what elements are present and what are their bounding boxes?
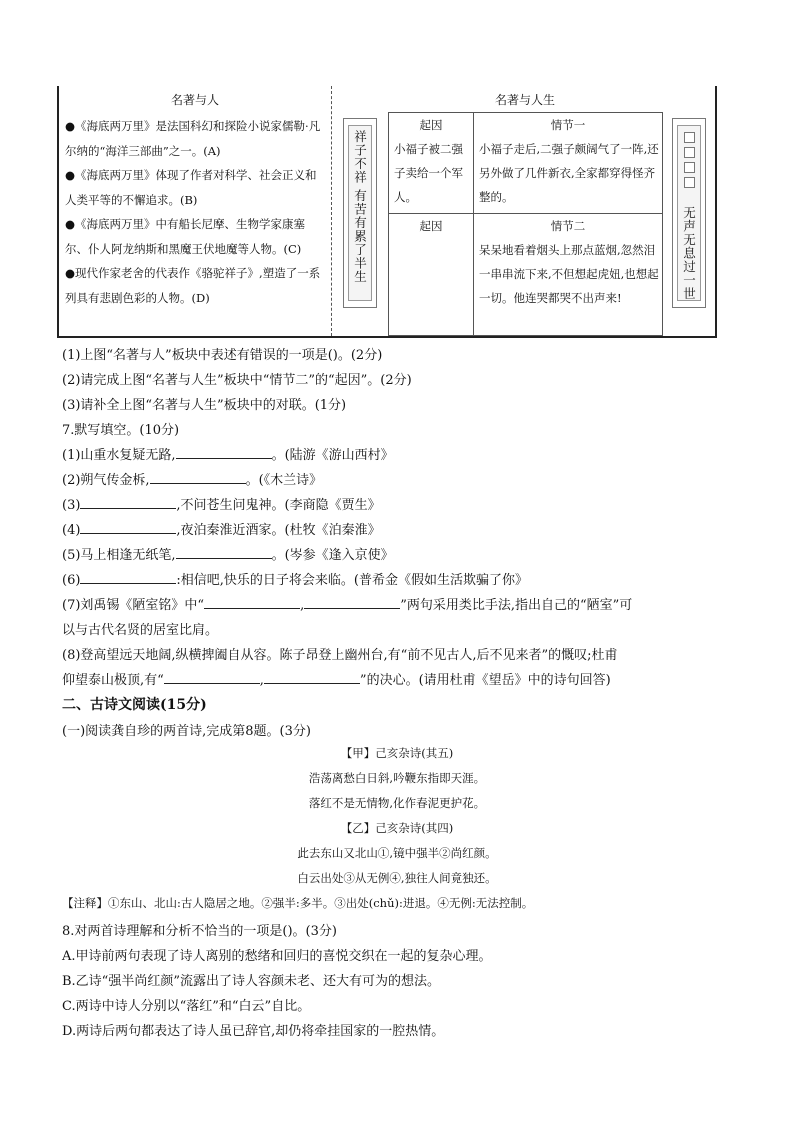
statement-c: ●《海底两万里》中有船长尼摩、生物学家康塞尔、仆人阿龙纳斯和黑魔王伏地魔等人物。(C) bbox=[65, 217, 306, 256]
answer-blank[interactable] bbox=[176, 446, 272, 459]
q6-sub3: (3)请补全上图“名著与人生”板块中的对联。(1分) bbox=[62, 398, 347, 413]
poem2-title: 【乙】己亥杂诗(其四) bbox=[340, 821, 454, 835]
statement-a: ●《海底两万里》是法国科幻和探险小说家儒勒·凡尔纳的“海洋三部曲”之一。(A) bbox=[65, 119, 321, 158]
statement-b: ●《海底两万里》体现了作者对科学、社会正义和人类平等的不懈追求。(B) bbox=[65, 168, 317, 207]
answer-blank[interactable] bbox=[264, 671, 360, 684]
answer-blank[interactable] bbox=[164, 671, 260, 684]
q7-line8: (8)登高望远天地阔,纵横捭阖自从容。陈子昂登上幽州台,有“前不见古人,后不见来者”的慨叹;杜甫 bbox=[62, 648, 618, 663]
answer-blank[interactable] bbox=[204, 596, 300, 609]
couplet-left-text: 祥子不祥 有苦有累了半生 bbox=[352, 130, 368, 284]
q6-sub2: (2)请完成上图“名著与人生”板块中“情节二”的“起因”。(2分) bbox=[62, 373, 412, 388]
cause2-heading: 起因 bbox=[419, 219, 443, 233]
section-sub: (一)阅读龚自珍的两首诗,完成第8题。(3分) bbox=[62, 724, 311, 739]
answer-blank[interactable] bbox=[80, 571, 176, 584]
q7-title: 7.默写填空。(10分) bbox=[62, 423, 180, 438]
blank-square bbox=[684, 147, 695, 158]
plot1-heading: 情节一 bbox=[550, 118, 586, 132]
cause1-text: 小福子被二强子卖给一个军人。 bbox=[394, 142, 463, 204]
q7-line2: (2)朔气传金柝, 。(《木兰诗》 bbox=[62, 473, 323, 488]
q7-line1: (1)山重水复疑无路, 。(陆游《游山西村》 bbox=[62, 448, 394, 463]
couplet-right-text: 无声无息过一世 bbox=[681, 206, 697, 301]
answer-blank[interactable] bbox=[80, 496, 176, 509]
couplet-scroll-left bbox=[343, 118, 377, 308]
q8-option-c[interactable]: C.两诗中诗人分别以“落红”和“白云”自比。 bbox=[62, 999, 311, 1014]
dashed-divider bbox=[331, 86, 332, 336]
answer-blank[interactable] bbox=[150, 471, 246, 484]
plot1-text: 小福子走后,二强子颇阔气了一阵,还另外做了几件新衣,全家都穿得怪齐整的。 bbox=[479, 142, 659, 204]
q7-line6: (6) :相信吧,快乐的日子将会来临。(普希金《假如生活欺骗了你》 bbox=[62, 573, 529, 588]
answer-blank[interactable] bbox=[304, 596, 400, 609]
plot2-heading: 情节二 bbox=[550, 219, 586, 233]
poem2-line1: 此去东山又北山①,镜中强半②尚红颜。 bbox=[297, 846, 497, 860]
q7-line7: (7)刘禹锡《陋室铭》中“ , ”两句采用类比手法,指出自己的“陋室”可 bbox=[62, 598, 633, 613]
blank-square bbox=[684, 132, 695, 143]
q7-line8-cont: 仰望泰山极顶,有“ , ”的决心。(请用杜甫《望岳》中的诗句回答) bbox=[62, 673, 611, 688]
poem2-line2: 白云出处③从无例④,独往人间竟独还。 bbox=[297, 871, 497, 885]
plot-grid bbox=[388, 112, 663, 336]
poem1-title: 【甲】己亥杂诗(其五) bbox=[340, 746, 454, 760]
q8-option-b[interactable]: B.乙诗“强半尚红颜”流露出了诗人容颜未老、还大有可为的想法。 bbox=[62, 974, 440, 989]
blank-square bbox=[684, 177, 695, 188]
couplet-scroll-right bbox=[672, 118, 706, 308]
q6-sub1: (1)上图“名著与人”板块中表述有错误的一项是()。(2分) bbox=[62, 348, 383, 363]
q7-line4: (4) ,夜泊秦淮近酒家。(杜牧《泊秦淮》 bbox=[62, 523, 381, 538]
section-title: 二、古诗文阅读(15分) bbox=[62, 697, 207, 713]
q7-line7-cont: 以与古代名贤的居室比肩。 bbox=[62, 623, 219, 638]
cause1-heading: 起因 bbox=[419, 118, 443, 132]
poem1-line1: 浩荡离愁白日斜,吟鞭东指即天涯。 bbox=[308, 771, 486, 785]
answer-blank[interactable] bbox=[80, 521, 176, 534]
annotation-note: 【注释】①东山、北山:古人隐居之地。②强半:多半。③出处(chǔ):进退。④无例:无法控制。 bbox=[62, 896, 534, 910]
q7-line3: (3) ,不问苍生问鬼神。(李商隐《贾生》 bbox=[62, 498, 381, 513]
q8-stem: 8.对两首诗理解和分析不恰当的一项是()。(3分) bbox=[62, 924, 337, 939]
answer-blank[interactable] bbox=[176, 546, 272, 559]
right-heading: 名著与人生 bbox=[494, 93, 555, 107]
statement-d: ●现代作家老舍的代表作《骆驼祥子》,塑造了一系列具有悲剧色彩的人物。(D) bbox=[65, 266, 321, 305]
plot2-text: 呆呆地看着烟头上那点蓝烟,忽然泪一串串流下来,不但想起虎妞,也想起一切。他连哭都哭不出声来! bbox=[479, 243, 659, 305]
statement-list bbox=[65, 114, 327, 310]
q8-option-a[interactable]: A.甲诗前两句表现了诗人离别的愁绪和回归的喜悦交织在一起的复杂心理。 bbox=[62, 949, 492, 964]
famous-works-table bbox=[57, 86, 717, 338]
q7-line5: (5)马上相逢无纸笔, 。(岑参《逢入京使》 bbox=[62, 548, 394, 563]
poem1-line2: 落红不是无情物,化作春泥更护花。 bbox=[308, 796, 486, 810]
q8-option-d[interactable]: D.两诗后两句都表达了诗人虽已辞官,却仍将牵挂国家的一腔热情。 bbox=[62, 1024, 445, 1039]
blank-square bbox=[684, 162, 695, 173]
left-heading: 名著与人 bbox=[170, 93, 219, 107]
